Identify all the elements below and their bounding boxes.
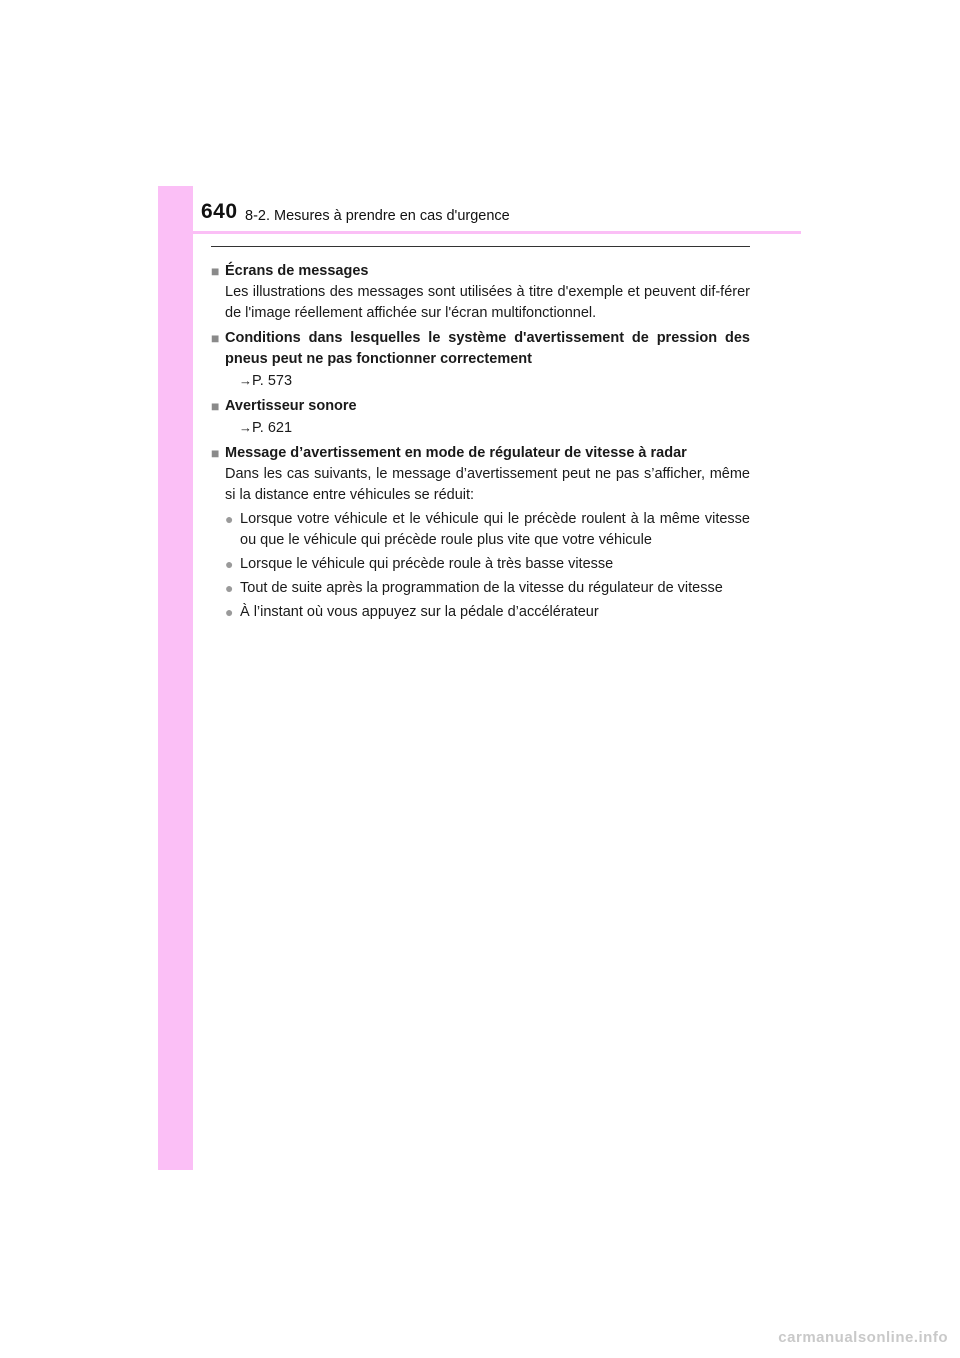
list-item: ● À l’instant où vous appuyez sur la pédale d’accélérateur — [225, 602, 750, 623]
section-heading: ■ Avertisseur sonore — [211, 396, 750, 417]
top-rule — [211, 246, 750, 247]
side-band — [158, 186, 193, 1170]
list-item: ● Lorsque le véhicule qui précède roule à très basse vitesse — [225, 554, 750, 575]
chapter-title: 8-2. Mesures à prendre en cas d'urgence — [245, 208, 510, 224]
list-item: ● Lorsque votre véhicule et le véhicule qui le précède roulent à la même vitesse ou que le véhicule qui précède roule plus vite que votre véhicule — [225, 509, 750, 551]
circle-bullet-icon: ● — [225, 604, 234, 620]
circle-bullet-icon: ● — [225, 580, 234, 596]
arrow-right-icon: → — [239, 420, 252, 435]
arrow-right-icon: → — [239, 373, 252, 388]
page-reference[interactable]: →P. 621 — [239, 420, 293, 436]
page-content — [211, 257, 750, 623]
section-heading: ■ Message d’avertissement en mode de régulateur de vitesse à radar — [211, 443, 750, 464]
square-bullet-icon: ■ — [211, 398, 220, 414]
section-text: Les illustrations des messages sont utilisées à titre d'exemple et peuvent dif-férer de l'image réellement affichée sur l'écran multifonctionnel. — [225, 284, 750, 321]
header-line — [158, 231, 801, 234]
section-radar-cruise-warning — [211, 443, 750, 623]
square-bullet-icon: ■ — [211, 330, 220, 346]
circle-bullet-icon: ● — [225, 556, 234, 572]
list-item: ● Tout de suite après la programmation de la vitesse du régulateur de vitesse — [225, 578, 750, 599]
watermark-logo: carmanualsonline.info — [778, 1329, 948, 1346]
section-heading: ■ Écrans de messages — [211, 261, 750, 282]
section-heading: ■ Conditions dans lesquelles le système d'avertissement de pression des pneus peut ne pas fonctionner correctement — [211, 328, 750, 370]
circle-bullet-icon: ● — [225, 511, 234, 527]
section-message-screens — [211, 261, 750, 324]
section-tire-pressure-conditions — [211, 328, 750, 392]
page-number: 640 — [201, 200, 238, 223]
page-reference[interactable]: →P. 573 — [239, 373, 293, 389]
square-bullet-icon: ■ — [211, 263, 220, 279]
section-text: Dans les cas suivants, le message d’avertissement peut ne pas s’afficher, même si la distance entre véhicules se réduit: — [225, 466, 750, 503]
square-bullet-icon: ■ — [211, 445, 220, 461]
section-buzzer — [211, 396, 750, 439]
